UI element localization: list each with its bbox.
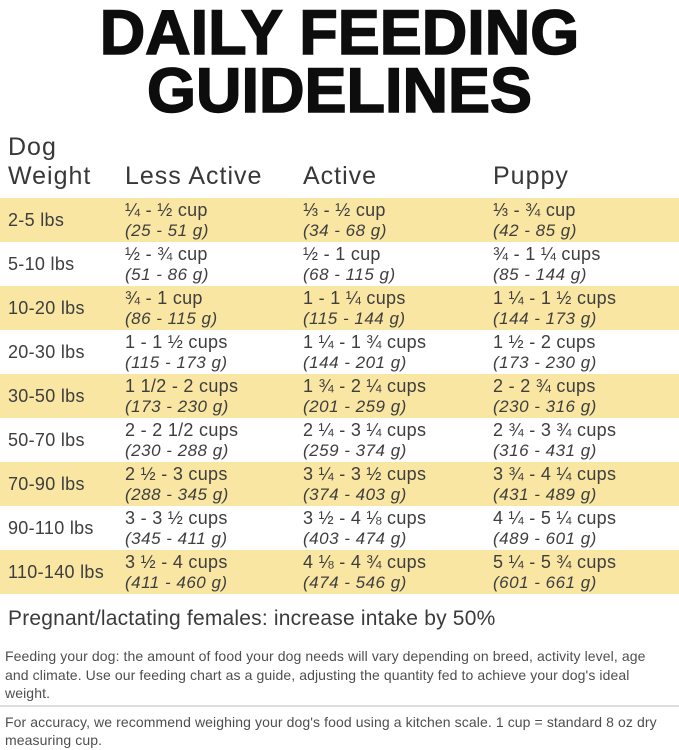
grams-value: (316 - 431 g) [493, 440, 597, 460]
puppy-cell [493, 420, 679, 461]
cups-value: ½ - ¾ cup [125, 243, 208, 264]
cups-value: 4 ¼ - 5 ¼ cups [493, 507, 617, 528]
table-row [0, 550, 679, 594]
page-title-line2: GUIDELINES [146, 56, 533, 126]
weight-cell: 50-70 lbs [8, 429, 85, 450]
cups-value: ¼ - ½ cup [125, 199, 208, 220]
pregnant-note: Pregnant/lactating females: increase intake by 50% [8, 607, 496, 630]
active-cell [303, 288, 493, 329]
cups-value: ⅓ - ½ cup [303, 199, 386, 220]
cups-value: ¾ - 1 ¼ cups [493, 243, 601, 264]
column-header-dog-weight [8, 133, 125, 191]
less-active-cell [125, 508, 303, 549]
weight-cell: 10-20 lbs [8, 297, 85, 318]
cups-value: 1 ¾ - 2 ¼ cups [303, 375, 427, 396]
grams-value: (601 - 661 g) [493, 572, 597, 592]
feeding-table-body [0, 198, 679, 594]
cups-value: 4 ⅛ - 4 ¾ cups [303, 551, 427, 572]
puppy-cell [493, 552, 679, 593]
active-cell [303, 332, 493, 373]
cups-value: ⅓ - ¾ cup [493, 199, 576, 220]
grams-value: (431 - 489 g) [493, 484, 597, 504]
weight-cell: 30-50 lbs [8, 385, 85, 406]
grams-value: (85 - 144 g) [493, 264, 587, 284]
grams-value: (144 - 173 g) [493, 308, 597, 328]
puppy-cell [493, 244, 679, 285]
active-cell [303, 200, 493, 241]
table-row [0, 374, 679, 418]
grams-value: (403 - 474 g) [303, 528, 407, 548]
cups-value: 1 - 1 ½ cups [125, 331, 228, 352]
less-active-cell [125, 552, 303, 593]
column-header-dog-weight-line2: Weight [8, 162, 92, 190]
table-row [0, 506, 679, 550]
grams-value: (115 - 173 g) [125, 352, 228, 372]
cups-value: ½ - 1 cup [303, 243, 381, 264]
cups-value: 2 ½ - 3 cups [125, 463, 228, 484]
column-header-dog-weight-line1: Dog [8, 133, 57, 161]
less-active-cell [125, 288, 303, 329]
cups-value: 1 - 1 ¼ cups [303, 287, 406, 308]
grams-value: (68 - 115 g) [303, 264, 396, 284]
grams-value: (173 - 230 g) [125, 396, 229, 416]
puppy-cell [493, 288, 679, 329]
grams-value: (144 - 201 g) [303, 352, 407, 372]
weight-cell: 110-140 lbs [8, 561, 105, 582]
cups-value: 1 ¼ - 1 ¾ cups [303, 331, 427, 352]
table-row [0, 286, 679, 330]
page-title-line1: DAILY FEEDING [99, 0, 580, 68]
cups-value: 3 ½ - 4 ⅛ cups [303, 507, 427, 528]
cups-value: 1 ¼ - 1 ½ cups [493, 287, 617, 308]
table-header [0, 133, 679, 191]
cups-value: 5 ¼ - 5 ¾ cups [493, 551, 617, 572]
grams-value: (51 - 86 g) [125, 264, 209, 284]
cups-value: 2 - 2 1/2 cups [125, 419, 239, 440]
column-header-active: Active [303, 162, 378, 190]
grams-value: (86 - 115 g) [125, 308, 218, 328]
cups-value: 3 ¼ - 3 ½ cups [303, 463, 427, 484]
cups-value: 1 1/2 - 2 cups [125, 375, 239, 396]
active-cell [303, 464, 493, 505]
weight-cell: 20-30 lbs [8, 341, 85, 362]
cups-value: 1 ½ - 2 cups [493, 331, 596, 352]
grams-value: (345 - 411 g) [125, 528, 228, 548]
puppy-cell [493, 464, 679, 505]
weight-cell: 5-10 lbs [8, 253, 75, 274]
table-row [0, 242, 679, 286]
column-header-less-active: Less Active [125, 162, 263, 190]
grams-value: (411 - 460 g) [125, 572, 228, 592]
cups-value: 3 ½ - 4 cups [125, 551, 228, 572]
accuracy-note-paragraph: For accuracy, we recommend weighing your dog's food using a kitchen scale. 1 cup = standard 8 oz dry measuring cup. [5, 713, 657, 748]
weight-cell: 2-5 lbs [8, 209, 65, 230]
grams-value: (42 - 85 g) [493, 220, 577, 240]
active-cell [303, 244, 493, 285]
active-cell [303, 508, 493, 549]
table-row [0, 418, 679, 462]
grams-value: (173 - 230 g) [493, 352, 597, 372]
active-cell [303, 376, 493, 417]
grams-value: (474 - 546 g) [303, 572, 407, 592]
cups-value: 2 ¼ - 3 ¼ cups [303, 419, 427, 440]
less-active-cell [125, 200, 303, 241]
feeding-note-paragraph: Feeding your dog: the amount of food your dog needs will vary depending on breed, activity level, age and climate. Use our feeding chart as a guide, adjusting the quantity fed to achieve your dog's ideal weight. [5, 648, 646, 701]
table-row [0, 462, 679, 506]
cups-value: 3 ¾ - 4 ¼ cups [493, 463, 617, 484]
grams-value: (288 - 345 g) [125, 484, 229, 504]
less-active-cell [125, 464, 303, 505]
grams-value: (259 - 374 g) [303, 440, 407, 460]
weight-cell: 70-90 lbs [8, 473, 85, 494]
grams-value: (489 - 601 g) [493, 528, 597, 548]
grams-value: (230 - 288 g) [125, 440, 229, 460]
puppy-cell [493, 332, 679, 373]
table-row [0, 330, 679, 374]
puppy-cell [493, 376, 679, 417]
puppy-cell [493, 200, 679, 241]
table-row [0, 198, 679, 242]
less-active-cell [125, 332, 303, 373]
column-header-puppy: Puppy [493, 162, 569, 190]
cups-value: 3 - 3 ½ cups [125, 507, 228, 528]
puppy-cell [493, 508, 679, 549]
grams-value: (374 - 403 g) [303, 484, 407, 504]
grams-value: (201 - 259 g) [303, 396, 407, 416]
less-active-cell [125, 420, 303, 461]
weight-cell: 90-110 lbs [8, 517, 94, 538]
page-title [0, 0, 679, 126]
grams-value: (34 - 68 g) [303, 220, 387, 240]
less-active-cell [125, 376, 303, 417]
cups-value: 2 ¾ - 3 ¾ cups [493, 419, 617, 440]
cups-value: 2 - 2 ¾ cups [493, 375, 596, 396]
grams-value: (230 - 316 g) [493, 396, 597, 416]
active-cell [303, 552, 493, 593]
less-active-cell [125, 244, 303, 285]
grams-value: (25 - 51 g) [125, 220, 209, 240]
grams-value: (115 - 144 g) [303, 308, 406, 328]
cups-value: ¾ - 1 cup [125, 287, 203, 308]
active-cell [303, 420, 493, 461]
